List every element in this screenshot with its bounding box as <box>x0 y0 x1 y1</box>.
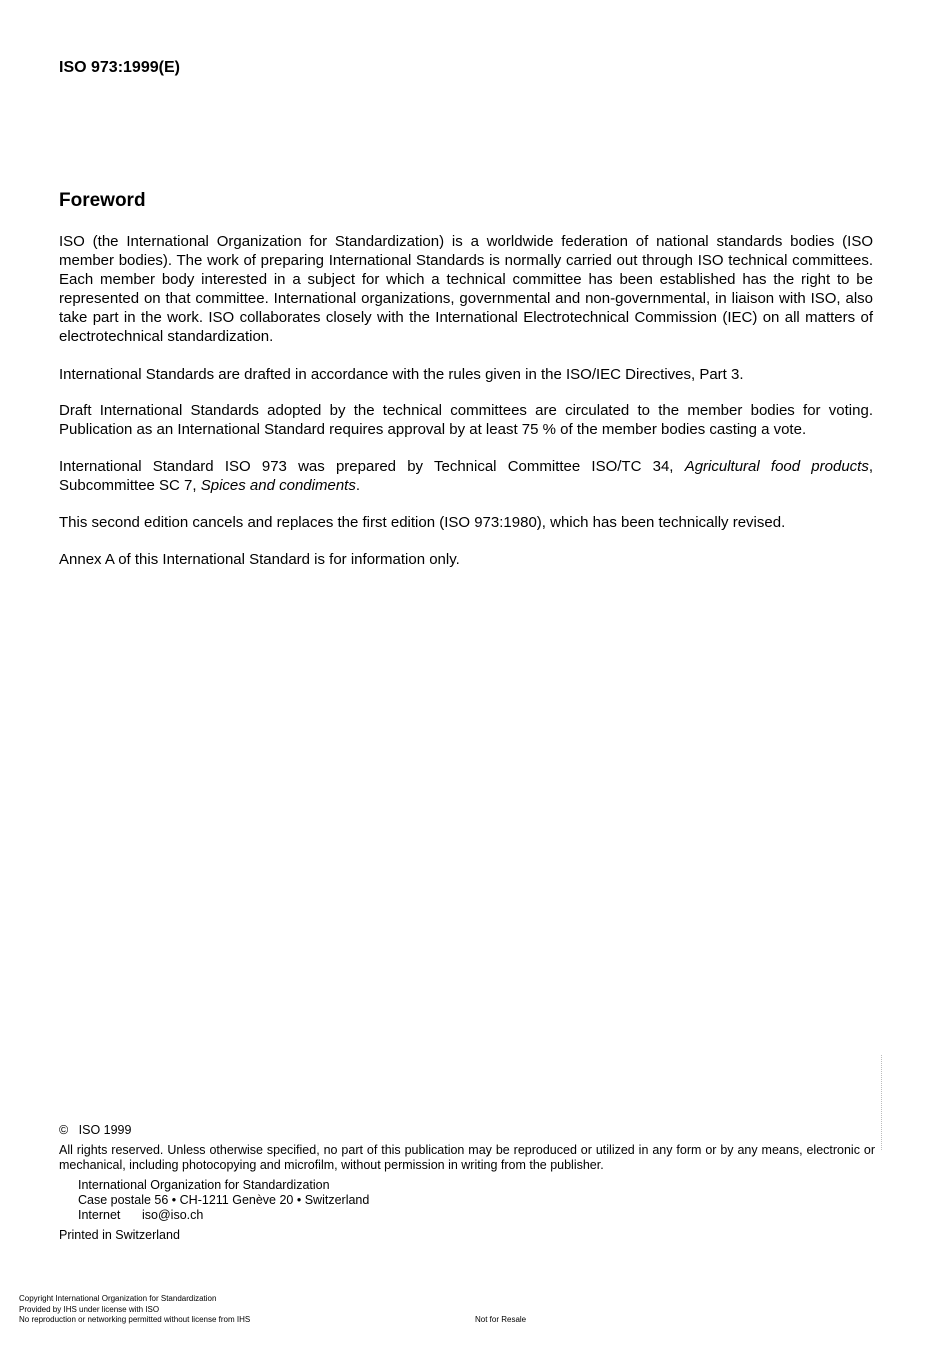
address-line: Case postale 56 • CH-1211 Genève 20 • Switzerland <box>78 1193 370 1207</box>
footer-line: No reproduction or networking permitted without license from IHS <box>19 1315 251 1324</box>
p4-text: , Subcommittee SC 7, <box>59 458 874 494</box>
margin-mark <box>881 1055 882 1150</box>
rights-statement: All rights reserved. Unless otherwise specified, no part of this publication may be reproduced or utilized in any form or by any means, electronic or mechanical, including photocopying and microfilm, without permission in writing from the publisher. <box>59 1143 875 1172</box>
paragraph-6: Annex A of this International Standard is for information only. <box>59 551 460 568</box>
paragraph-5: This second edition cancels and replaces the first edition (ISO 973:1980), which has been technically revised. <box>59 514 786 531</box>
address-line: International Organization for Standardization <box>78 1178 330 1192</box>
p4-subcommittee-name: Spices and condiments <box>200 477 356 494</box>
section-title: Foreword <box>59 190 146 211</box>
license-footer <box>19 1294 250 1326</box>
paragraph-4 <box>59 457 873 495</box>
internet-email[interactable]: iso@iso.ch <box>142 1208 204 1222</box>
p4-text: International Standard ISO 973 was prepared by Technical Committee ISO/TC 34, <box>59 458 685 475</box>
p4-committee-name: Agricultural food products <box>684 458 869 475</box>
p4-text: . <box>355 477 360 494</box>
internet-label: Internet <box>78 1208 121 1222</box>
footer-line: Provided by IHS under license with ISO <box>19 1304 160 1314</box>
copyright-line: © ISO 1999 <box>59 1123 132 1137</box>
document-id-header: ISO 973:1999(E) <box>59 59 180 76</box>
footer-line: Copyright International Organization for Standardization <box>19 1294 217 1303</box>
address-block <box>78 1178 369 1223</box>
paragraph-3: Draft International Standards adopted by the technical committees are circulated to the member bodies for voting. Publication as an International Standard requires approval by at least 75 % of the member bodies casting a vote. <box>59 402 873 438</box>
not-for-resale: Not for Resale <box>475 1315 527 1324</box>
paragraph-1: ISO (the International Organization for Standardization) is a worldwide federation of national standards bodies (ISO member bodies). The work of preparing International Standards is normally carried out through ISO technical committees. Each member body interested in a subject for which a technical committee has been established has the right to be represented on that committee. International organizations, governmental and non-governmental, in liaison with ISO, also take part in the work. ISO collaborates closely with the International Electrotechnical Commission (IEC) on all matters of electrotechnical standardization. <box>59 233 873 345</box>
paragraph-2: International Standards are drafted in accordance with the rules given in the ISO/IEC Directives, Part 3. <box>59 366 744 383</box>
printed-in: Printed in Switzerland <box>59 1228 180 1242</box>
